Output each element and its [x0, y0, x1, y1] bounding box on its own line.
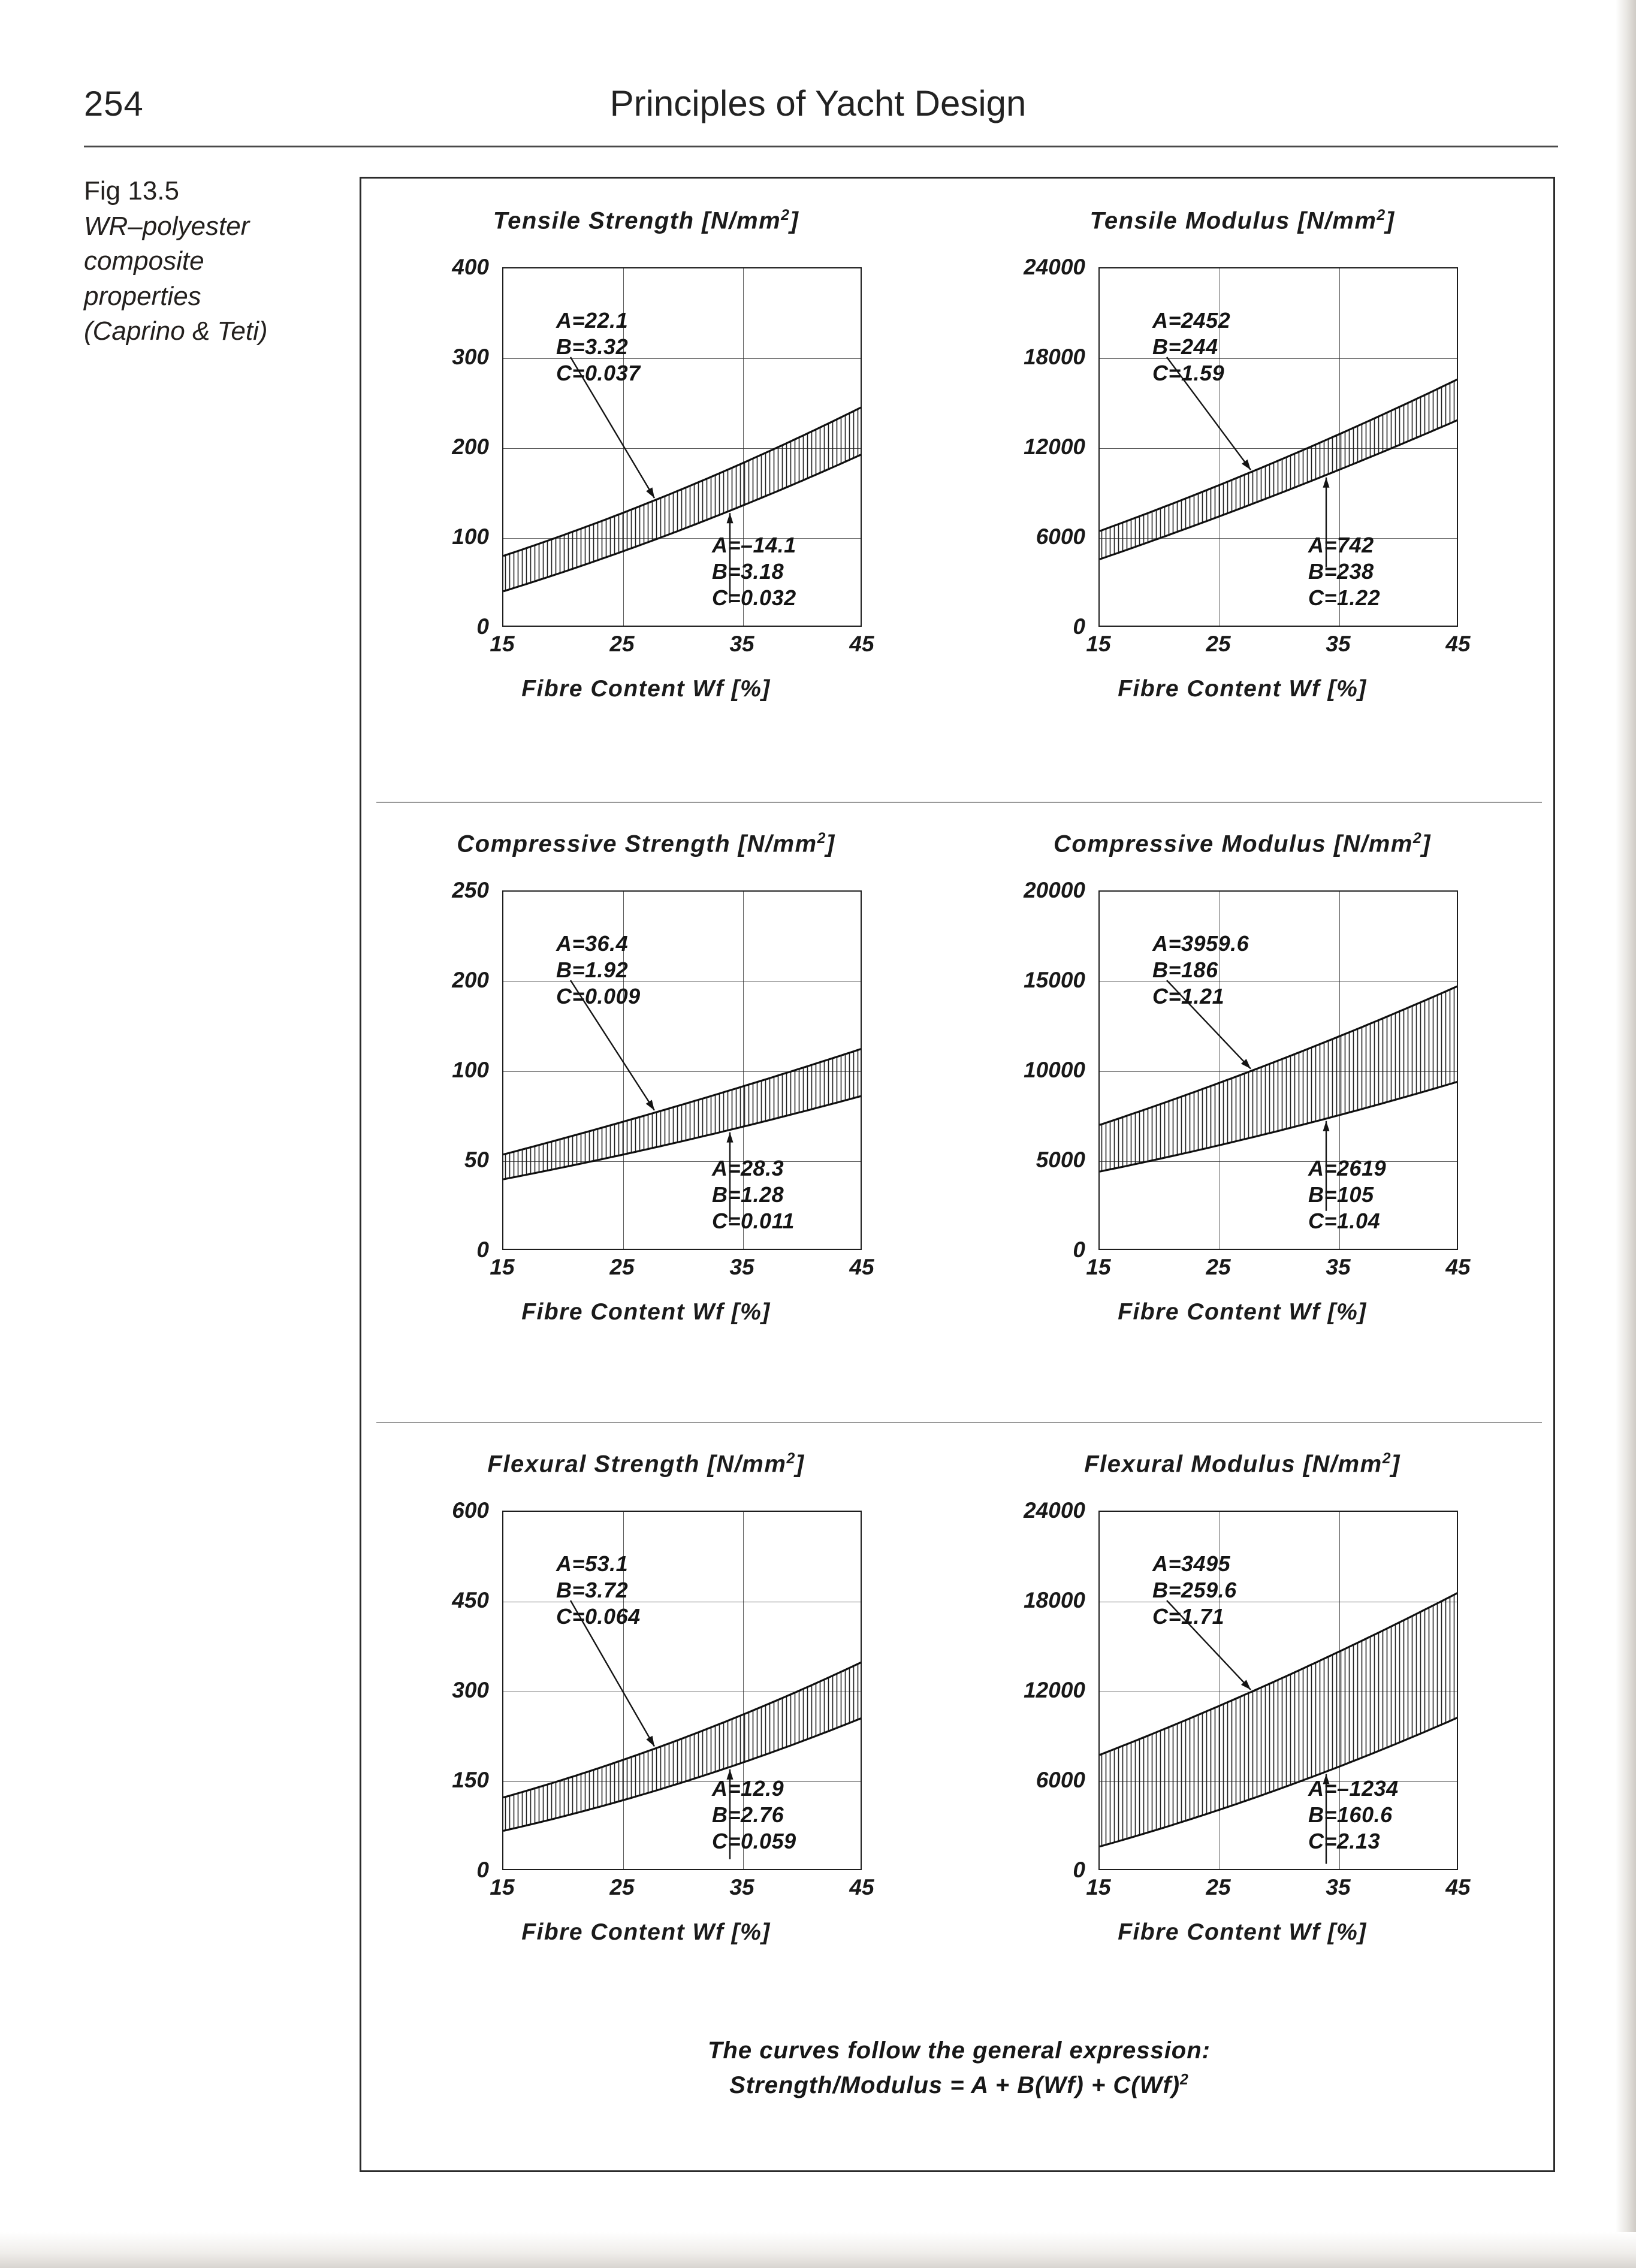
x-tick-label: 45 — [849, 1875, 874, 1899]
figure-row-divider-2 — [376, 1422, 1542, 1423]
upper-leader-arrowhead — [1242, 460, 1251, 470]
x-axis-ticks-compressive-modulus — [1086, 1255, 1471, 1286]
y-axis-ticks-flexural-strength — [376, 1498, 494, 1882]
y-tick-label: 18000 — [1024, 345, 1085, 369]
y-tick-label: 0 — [1073, 614, 1085, 639]
x-axis-title-tensile-strength: Fibre Content Wf [%] — [521, 676, 771, 702]
x-tick-label: 25 — [609, 1875, 635, 1899]
lower-leader-arrowhead — [1323, 1121, 1330, 1131]
y-tick-label: 5000 — [1036, 1147, 1085, 1172]
coefficient-line: B=259.6 — [1152, 1577, 1237, 1602]
coefficients-lower-compressive-strength — [712, 1155, 795, 1234]
y-tick-label: 20000 — [1024, 878, 1085, 902]
y-tick-label: 12000 — [1024, 1678, 1085, 1702]
chart-title-exponent: 2 — [1412, 831, 1423, 847]
caption-line-1: Fig 13.5 — [84, 176, 179, 206]
coefficient-line: C=1.21 — [1152, 983, 1225, 1008]
coefficient-line: C=0.064 — [556, 1603, 641, 1629]
coefficients-lower-flexural-modulus — [1308, 1775, 1399, 1855]
upper-curve — [503, 406, 862, 555]
figure-footer-equation: Strength/Modulus = A + B(Wf) + C(Wf) — [729, 2072, 1181, 2098]
x-tick-label: 15 — [490, 1255, 515, 1279]
upper-leader-arrowhead — [646, 487, 654, 498]
coefficients-upper-flexural-strength — [556, 1551, 641, 1630]
chart-title-bracket: ] — [826, 831, 835, 857]
chart-title-text: Flexural Strength [N/mm — [487, 1451, 787, 1478]
coefficients-lower-tensile-modulus — [1308, 532, 1380, 611]
x-axis-title-tensile-modulus: Fibre Content Wf [%] — [1118, 676, 1367, 702]
coefficient-line: C=0.059 — [712, 1828, 796, 1853]
scan-edge-left — [0, 0, 16, 2268]
figure-row-divider-1 — [376, 802, 1542, 803]
coefficient-line: B=3.18 — [712, 558, 784, 584]
coefficient-line: C=1.71 — [1152, 1603, 1225, 1629]
chart-title-flexural-modulus — [973, 1451, 1512, 1478]
y-tick-label: 450 — [452, 1588, 489, 1612]
chart-title-exponent: 2 — [1382, 1451, 1391, 1467]
y-tick-label: 400 — [452, 255, 489, 279]
x-axis-ticks-compressive-strength — [490, 1255, 874, 1286]
chart-title-compressive-strength — [376, 831, 916, 857]
chart-title-exponent: 2 — [817, 831, 826, 847]
upper-leader-arrowhead — [646, 1100, 654, 1111]
coefficient-line: B=1.92 — [556, 957, 629, 982]
coefficients-upper-tensile-strength — [556, 307, 641, 386]
coefficients-lower-tensile-strength — [712, 532, 796, 611]
y-tick-label: 24000 — [1024, 255, 1085, 279]
coefficient-line: C=0.011 — [712, 1208, 795, 1233]
caption-line-4: properties — [84, 281, 201, 311]
upper-curve — [1100, 379, 1458, 531]
x-axis-ticks-flexural-strength — [490, 1875, 874, 1906]
page-number: 254 — [84, 84, 144, 123]
coefficient-line: B=105 — [1308, 1182, 1374, 1207]
band-hatch-fill — [1100, 986, 1458, 1172]
coefficient-line: B=3.32 — [556, 334, 629, 359]
x-tick-label: 45 — [849, 632, 874, 656]
caption-line-2: WR–polyester — [84, 211, 250, 241]
chart-title-text: Compressive Modulus [N/mm — [1054, 831, 1413, 857]
y-tick-label: 50 — [464, 1147, 489, 1172]
chart-panel-flexural-modulus — [973, 1440, 1512, 2039]
y-axis-ticks-tensile-modulus — [973, 255, 1090, 639]
chart-title-bracket: ] — [795, 1451, 805, 1478]
x-tick-label: 35 — [1326, 1875, 1351, 1899]
chart-title-text: Tensile Strength [N/mm — [493, 207, 781, 234]
coefficient-line: B=244 — [1152, 334, 1218, 359]
coefficient-line: A=3959.6 — [1152, 931, 1249, 956]
coefficient-line: C=0.032 — [712, 585, 796, 610]
x-tick-label: 15 — [1086, 1255, 1111, 1279]
coefficient-line: A=–1234 — [1308, 1776, 1399, 1801]
x-tick-label: 35 — [1326, 632, 1351, 656]
x-axis-title-compressive-modulus: Fibre Content Wf [%] — [1118, 1299, 1367, 1325]
x-tick-label: 25 — [609, 632, 635, 656]
chart-title-exponent: 2 — [786, 1451, 796, 1467]
band-hatch-fill — [503, 1049, 862, 1180]
y-tick-label: 18000 — [1024, 1588, 1085, 1612]
coefficients-upper-compressive-modulus — [1152, 931, 1249, 1010]
chart-title-tensile-modulus — [973, 207, 1512, 234]
y-axis-ticks-tensile-strength — [376, 255, 494, 639]
chart-title-exponent: 2 — [781, 207, 790, 224]
y-tick-label: 600 — [452, 1498, 489, 1523]
figure-frame — [360, 177, 1555, 2172]
chart-title-text: Tensile Modulus [N/mm — [1089, 207, 1377, 234]
y-tick-label: 300 — [452, 1678, 489, 1702]
x-tick-label: 25 — [1206, 1875, 1231, 1899]
y-tick-label: 0 — [1073, 1237, 1085, 1262]
x-tick-label: 35 — [1326, 1255, 1351, 1279]
coefficient-line: C=0.037 — [556, 360, 641, 385]
chart-title-bracket: ] — [1386, 207, 1395, 234]
y-tick-label: 200 — [452, 434, 489, 459]
coefficient-line: B=1.28 — [712, 1182, 784, 1207]
coefficients-upper-compressive-strength — [556, 931, 641, 1010]
coefficient-line: B=3.72 — [556, 1577, 629, 1602]
y-tick-label: 0 — [476, 1858, 489, 1882]
coefficient-line: C=1.04 — [1308, 1208, 1381, 1233]
coefficient-line: A=–14.1 — [712, 533, 796, 557]
coefficients-upper-flexural-modulus — [1152, 1551, 1237, 1630]
y-tick-label: 12000 — [1024, 434, 1085, 459]
x-axis-ticks-flexural-modulus — [1086, 1875, 1471, 1906]
y-tick-label: 24000 — [1024, 1498, 1085, 1523]
x-tick-label: 45 — [1445, 1255, 1471, 1279]
coefficient-line: C=2.13 — [1308, 1828, 1381, 1853]
band-hatch-fill — [1100, 1592, 1458, 1847]
x-axis-ticks-tensile-modulus — [1086, 632, 1471, 663]
y-axis-ticks-flexural-modulus — [973, 1498, 1090, 1882]
chart-title-bracket: ] — [790, 207, 799, 234]
figure-footer — [361, 2033, 1557, 2103]
coefficients-lower-compressive-modulus — [1308, 1155, 1386, 1234]
x-tick-label: 35 — [729, 632, 754, 656]
x-tick-label: 15 — [490, 632, 515, 656]
coefficient-line: A=36.4 — [556, 931, 629, 956]
lower-leader-arrowhead — [727, 513, 734, 523]
caption-line-3: composite — [84, 246, 204, 276]
coefficients-lower-flexural-strength — [712, 1775, 796, 1855]
coefficient-line: A=3495 — [1152, 1551, 1231, 1576]
x-tick-label: 35 — [729, 1255, 754, 1279]
y-tick-label: 10000 — [1024, 1058, 1085, 1082]
coefficient-line: B=160.6 — [1308, 1802, 1393, 1827]
coefficient-line: B=186 — [1152, 957, 1218, 982]
x-axis-title-compressive-strength: Fibre Content Wf [%] — [521, 1299, 771, 1325]
y-tick-label: 100 — [452, 1058, 489, 1082]
chart-title-tensile-strength — [376, 207, 916, 234]
coefficient-line: B=238 — [1308, 558, 1374, 584]
y-tick-label: 0 — [476, 1237, 489, 1262]
x-axis-title-flexural-strength: Fibre Content Wf [%] — [521, 1919, 771, 1945]
x-tick-label: 25 — [609, 1255, 635, 1279]
y-tick-label: 200 — [452, 968, 489, 992]
coefficients-upper-tensile-modulus — [1152, 307, 1230, 386]
y-tick-label: 150 — [452, 1768, 489, 1792]
coefficient-line: C=1.22 — [1308, 585, 1381, 610]
coefficient-line: C=1.59 — [1152, 360, 1225, 385]
coefficient-line: A=28.3 — [712, 1156, 784, 1180]
y-axis-ticks-compressive-modulus — [973, 878, 1090, 1262]
running-head: Principles of Yacht Design — [609, 83, 1027, 123]
figure-footer-exponent: 2 — [1180, 2071, 1189, 2088]
x-tick-label: 45 — [849, 1255, 874, 1279]
figure-footer-line-1: The curves follow the general expression: — [707, 2037, 1211, 2064]
chart-title-bracket: ] — [1391, 1451, 1400, 1478]
coefficient-line: A=742 — [1308, 533, 1374, 557]
x-tick-label: 45 — [1445, 1875, 1471, 1899]
chart-title-exponent: 2 — [1377, 207, 1386, 224]
y-axis-ticks-compressive-strength — [376, 878, 494, 1262]
chart-title-text: Flexural Modulus [N/mm — [1084, 1451, 1383, 1478]
upper-leader-arrowhead — [646, 1736, 654, 1747]
coefficient-line: A=2619 — [1308, 1156, 1387, 1180]
coefficient-line: C=0.009 — [556, 983, 641, 1008]
x-axis-title-flexural-modulus: Fibre Content Wf [%] — [1118, 1919, 1367, 1945]
y-tick-label: 6000 — [1036, 1768, 1085, 1792]
y-tick-label: 0 — [1073, 1858, 1085, 1882]
x-tick-label: 25 — [1206, 1255, 1231, 1279]
chart-panel-compressive-strength — [376, 820, 916, 1419]
chart-panel-compressive-modulus — [973, 820, 1512, 1419]
y-tick-label: 300 — [452, 345, 489, 369]
coefficient-line: A=22.1 — [556, 308, 629, 333]
chart-title-flexural-strength — [376, 1451, 916, 1478]
x-axis-ticks-tensile-strength — [490, 632, 874, 663]
chart-title-text: Compressive Strength [N/mm — [457, 831, 817, 857]
coefficient-line: B=2.76 — [712, 1802, 784, 1827]
chart-panel-tensile-strength — [376, 197, 916, 796]
caption-line-5: (Caprino & Teti) — [84, 316, 268, 346]
x-tick-label: 35 — [729, 1875, 754, 1899]
y-tick-label: 250 — [452, 878, 489, 902]
chart-title-bracket: ] — [1422, 831, 1431, 857]
x-tick-label: 25 — [1206, 632, 1231, 656]
coefficient-line: A=2452 — [1152, 308, 1231, 333]
header-rule — [84, 146, 1558, 147]
chart-panel-flexural-strength — [376, 1440, 916, 2039]
y-tick-label: 0 — [476, 614, 489, 639]
x-tick-label: 15 — [1086, 1875, 1111, 1899]
lower-leader-arrowhead — [1323, 478, 1330, 488]
y-tick-label: 6000 — [1036, 524, 1085, 549]
y-tick-label: 100 — [452, 524, 489, 549]
coefficient-line: A=53.1 — [556, 1551, 629, 1576]
chart-panel-tensile-modulus — [973, 197, 1512, 796]
scan-edge-right — [1616, 0, 1636, 2268]
figure-footer-line-2 — [361, 2068, 1557, 2103]
coefficient-line: A=12.9 — [712, 1776, 784, 1801]
scan-edge-bottom — [0, 2232, 1636, 2268]
lower-leader-arrowhead — [727, 1133, 734, 1143]
y-tick-label: 15000 — [1024, 968, 1085, 992]
chart-title-compressive-modulus — [973, 831, 1512, 857]
figure-caption — [84, 174, 342, 349]
x-tick-label: 45 — [1445, 632, 1471, 656]
x-tick-label: 15 — [1086, 632, 1111, 656]
x-tick-label: 15 — [490, 1875, 515, 1899]
